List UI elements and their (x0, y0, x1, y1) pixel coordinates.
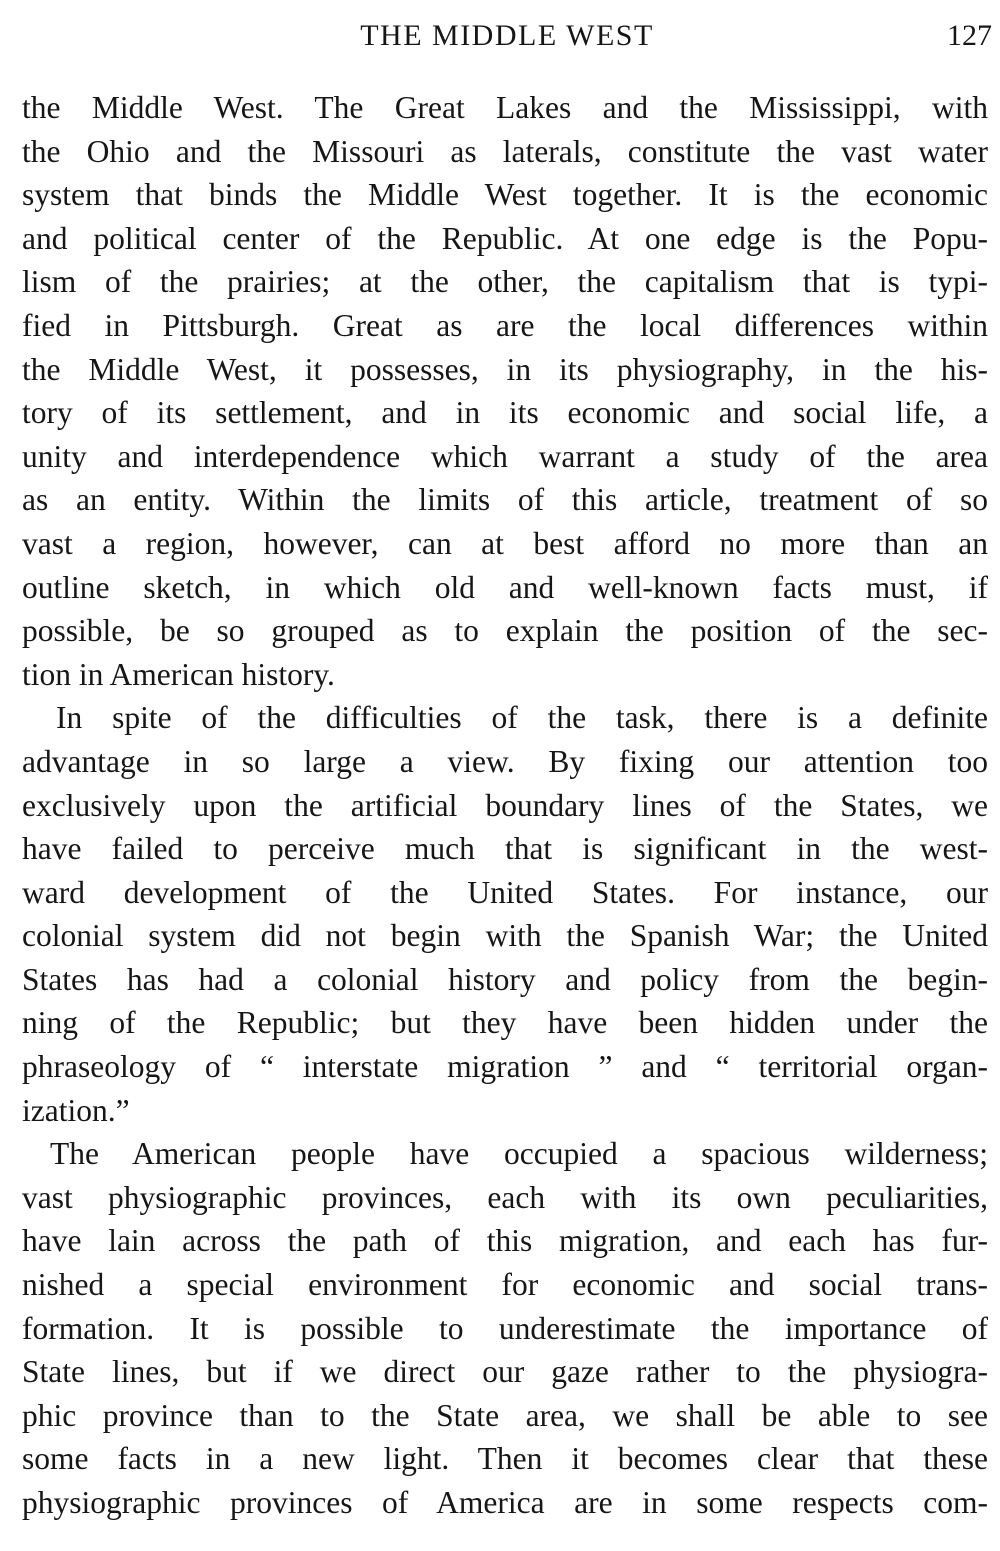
page-number: 127 (947, 19, 992, 52)
paragraph-3 (22, 1132, 988, 1524)
text-line: the Ohio and the Missouri as laterals, constitute the vast water (22, 133, 988, 169)
text-line: formation. It is possible to underestimate the importance of (22, 1310, 988, 1346)
text-line: In spite of the difficulties of the task, there is a definite (56, 700, 988, 736)
text-line: possible, be so grouped as to explain the position of the sec- (22, 613, 988, 649)
text-line: have failed to perceive much that is significant in the west- (22, 831, 988, 867)
text-line: system that binds the Middle West together. It is the economic (22, 177, 988, 213)
text-line: have lain across the path of this migration, and each has fur- (22, 1223, 988, 1259)
text-line: outline sketch, in which old and well-known facts must, if (22, 569, 988, 605)
text-line: nished a special environment for economic and social trans- (22, 1267, 988, 1303)
text-line: fied in Pittsburgh. Great as are the local differences within (22, 307, 988, 343)
text-line: and political center of the Republic. At one edge is the Popu- (22, 220, 988, 256)
text-line: advantage in so large a view. By fixing our attention too (22, 743, 988, 779)
text-line: physiographic provinces of America are in some respects com- (22, 1485, 988, 1520)
paragraph-1 (22, 86, 988, 696)
text-line: phic province than to the State area, we shall be able to see (22, 1397, 988, 1433)
text-line: the Middle West, it possesses, in its physiography, in the his- (22, 351, 988, 387)
text-line: ization.” (22, 1092, 130, 1128)
text-line: States has had a colonial history and policy from the begin- (22, 961, 988, 997)
text-line: tion in American history. (22, 656, 335, 692)
text-line: phraseology of “ interstate migration ” and “ territorial organ- (22, 1049, 988, 1085)
running-head (22, 14, 992, 58)
text-line: colonial system did not begin with the Spanish War; the United (22, 918, 988, 954)
text-line: as an entity. Within the limits of this article, treatment of so (22, 482, 988, 518)
text-line: The American people have occupied a spacious wilderness; (50, 1136, 988, 1172)
paragraph-2 (22, 696, 988, 1132)
text-line: unity and interdependence which warrant a study of the area (22, 438, 988, 474)
text-line: ning of the Republic; but they have been hidden under the (22, 1005, 988, 1041)
running-title: THE MIDDLE WEST (360, 19, 654, 52)
text-line: some facts in a new light. Then it becomes clear that these (22, 1441, 988, 1477)
text-line: State lines, but if we direct our gaze rather to the physiogra- (22, 1354, 988, 1390)
body-text (22, 86, 988, 1525)
text-line: tory of its settlement, and in its economic and social life, a (22, 395, 988, 431)
text-line: the Middle West. The Great Lakes and the Mississippi, with (22, 90, 988, 125)
text-line: ward development of the United States. For instance, our (22, 874, 988, 910)
text-line: vast a region, however, can at best afford no more than an (22, 525, 988, 561)
text-line: exclusively upon the artificial boundary lines of the States, we (22, 787, 988, 823)
text-line: vast physiographic provinces, each with its own peculiarities, (22, 1179, 988, 1215)
text-line: lism of the prairies; at the other, the capitalism that is typi- (22, 264, 988, 300)
